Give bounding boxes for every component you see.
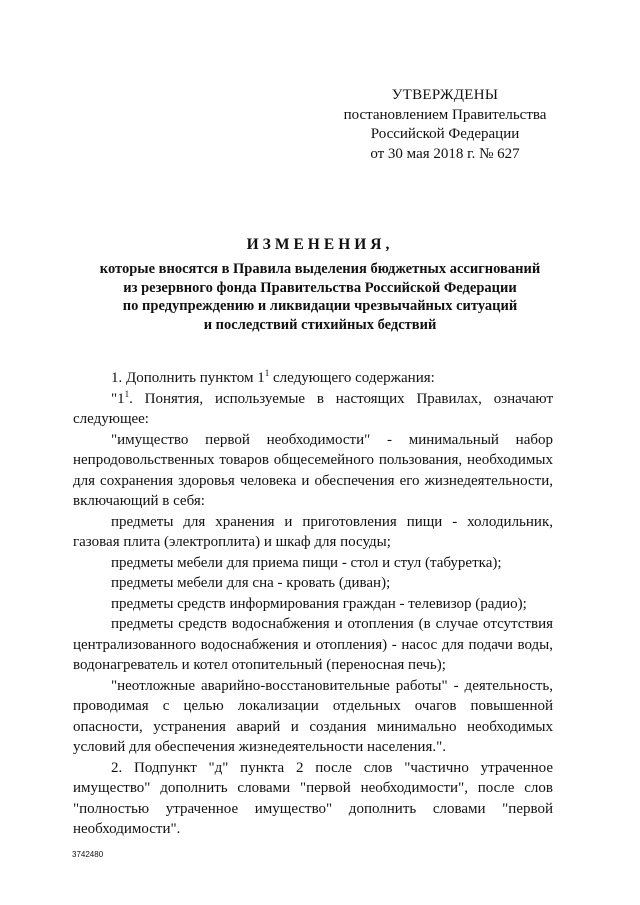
paragraph-sleeping-furniture: предметы мебели для сна - кровать (диван); [111,575,391,591]
approval-line-3: от 30 мая 2018 г. № 627 [370,145,520,162]
subtitle-line: и последствий стихийных бедствий [203,316,437,333]
paragraph-1: 1. Дополнить пунктом $1^1$ следующего содержания: [111,368,435,386]
paragraph-emergency-works: "неотложные аварийно-восстановительные работы" - деятельность, проводимая с целью локализации отдельных очагов повышенной опасности, устранения аварий и создания минимально необходимых условий для обеспечения жизнедеятельности населения.". [73,677,553,755]
subtitle-line: по предупреждению и ликвидации чрезвычайных ситуаций [122,298,518,314]
paragraph-food-storage: предметы для хранения и приготовления пищи - холодильник, газовая плита (электроплита) и шкаф для посуды; [73,513,553,550]
paragraph-water-heating: предметы средств водоснабжения и отопления (в случае отсутствия централизованного водоснабжения и отопления) - насос для подачи воды, водонагреватель и котел отопительный (переносная печь); [73,616,553,673]
approval-block [330,86,560,164]
document-code: 3742480 [72,850,104,859]
paragraph-dining-furniture: предметы мебели для приема пищи - стол и стул (табуретка); [111,554,502,571]
paragraph-2: 2. Подпункт "д" пункта 2 после слов "частично утраченное имущество" дополнить словами "первой необходимости", после слов "полностью утраченное имущество" дополнить словами "первой необходимости". [73,759,553,837]
approval-line-2: Российской Федерации [370,126,520,142]
paragraph-definitions-intro: "$1^1$. Понятия, используемые в настоящих Правилах, означают следующее: [73,388,553,427]
subtitle-line: из резервного фонда Правительства Российской Федерации [123,279,517,296]
paragraph-information-means: предметы средств информирования граждан - телевизор (радио); [111,595,527,612]
subtitle-line: которые вносятся в Правила выделения бюджетных ассигнований [99,261,541,277]
document-title: ИЗМЕНЕНИЯ, [246,236,394,253]
document-body [73,368,553,840]
document-subtitle [70,260,570,334]
paragraph-essential-property: "имущество первой необходимости" - минимальный набор непродовольственных товаров общесемейного пользования, необходимых для сохранения здоровья человека и обеспечения его жизнедеятельности, включающий в себя: [73,431,553,509]
approval-heading: УТВЕРЖДЕНЫ [391,87,499,103]
approval-line-1: постановлением Правительства [343,106,547,123]
